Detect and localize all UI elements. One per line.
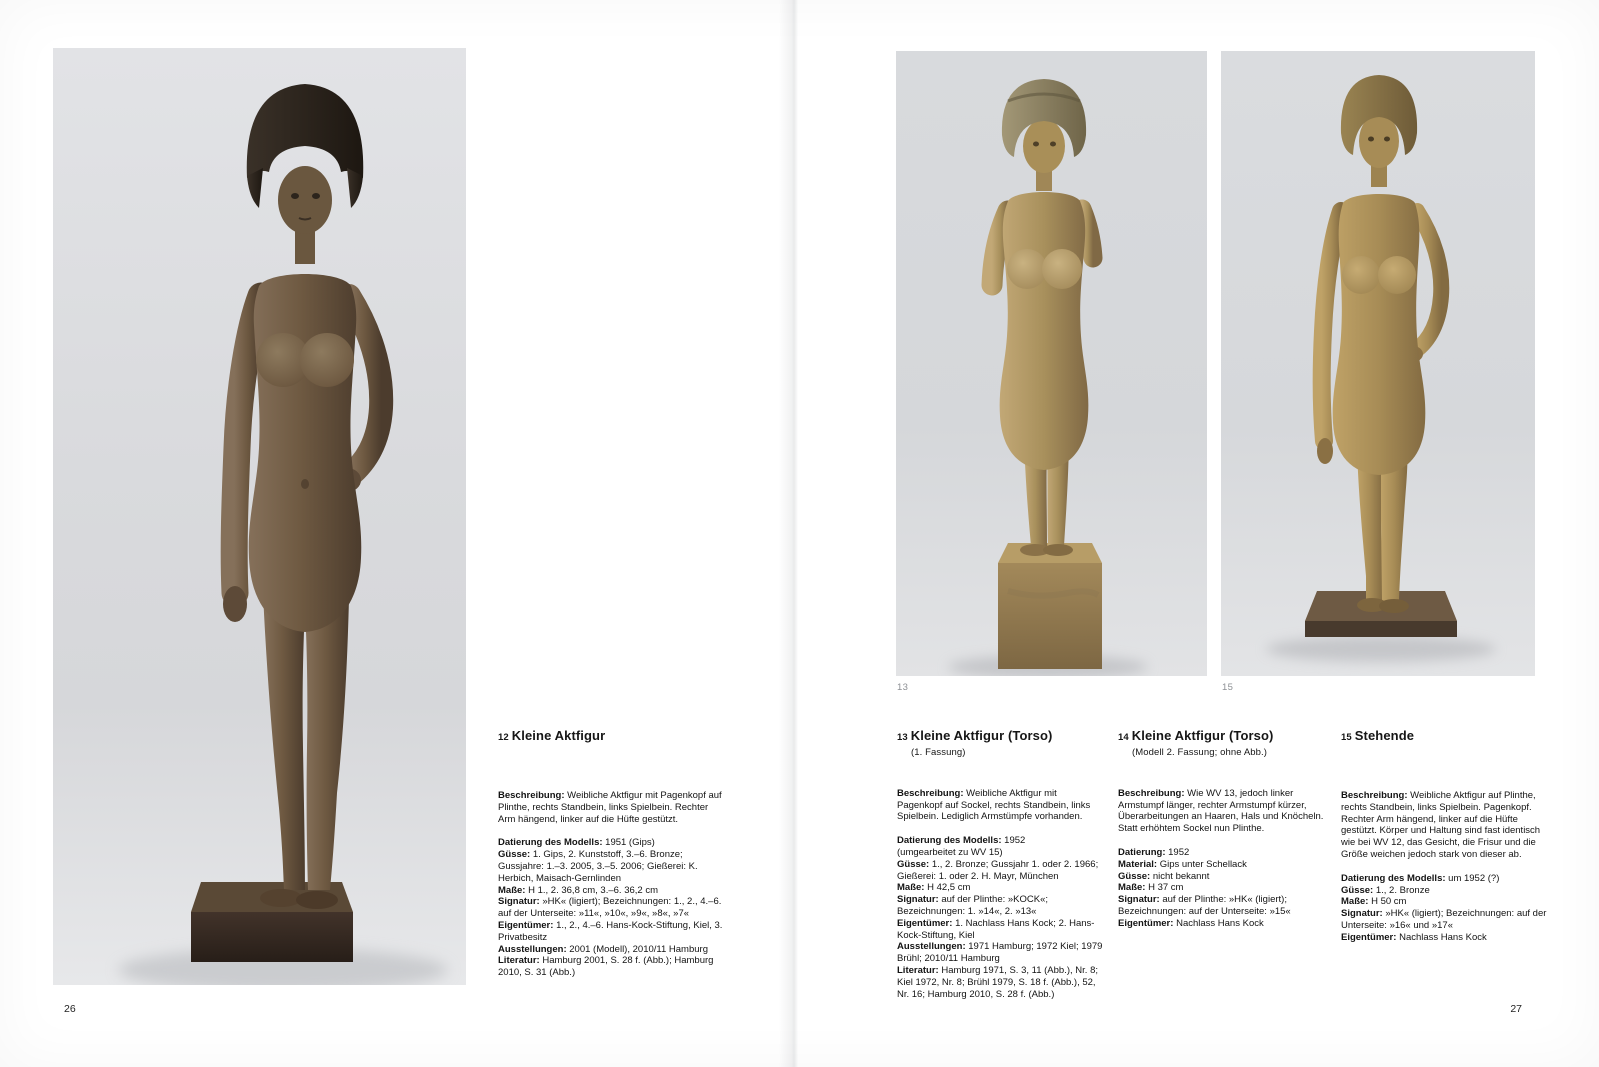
catalog-field: Datierung des Modells: 1952 (umgearbeitet zu WV 15) — [897, 835, 1026, 858]
entry-fields — [897, 835, 1103, 1000]
entry-fields — [498, 837, 726, 979]
catalog-field: Literatur: Hamburg 1971, S. 3, 11 (Abb.), Nr. 8; Kiel 1972, Nr. 8; Brühl 1979, S. 18 f. (Abb.), 52, Nr. 16; Hamburg 2010, S. 28 f. (Abb.) — [897, 964, 1098, 1000]
entry-subtitle: (1. Fassung) — [911, 747, 966, 758]
entry-number: 12 — [498, 732, 509, 743]
page-number-left: 26 — [64, 1003, 76, 1015]
entry-title-text: Stehende — [1354, 728, 1415, 743]
photo-wv12 — [53, 48, 466, 985]
entry-fields — [1118, 847, 1324, 930]
entry-description: Beschreibung: Weibliche Aktfigur mit Pagenkopf auf Plinthe, rechts Standbein, links Spielbein. Rechter Arm hängend, linker auf die Hüfte gestützt. — [498, 790, 722, 825]
catalog-field: Güsse: 1., 2. Bronze; Gussjahr 1. oder 2. 1966; Gießerei: 1. oder 2. H. Mayr, München — [897, 858, 1099, 882]
entry-title-text: Kleine Aktfigur — [511, 728, 606, 743]
catalog-entry-15 — [1341, 728, 1547, 944]
catalog-field: Eigentümer: 1., 2., 4.–6. Hans-Kock-Stiftung, Kiel, 3. Privatbesitz — [498, 919, 723, 943]
catalog-field: Eigentümer: 1. Nachlass Hans Kock; 2. Hans-Kock-Stiftung, Kiel — [897, 917, 1095, 941]
catalog-field: Maße: H 50 cm — [1341, 896, 1407, 908]
catalog-field: Ausstellungen: 1971 Hamburg; 1972 Kiel; 1979 Brühl; 2010/11 Hamburg — [897, 941, 1103, 965]
entry-title — [498, 728, 726, 745]
catalog-field: Maße: H 37 cm — [1118, 882, 1184, 894]
catalog-field: Datierung des Modells: um 1952 (?) — [1341, 872, 1500, 884]
catalog-field: Güsse: 1., 2. Bronze — [1341, 884, 1430, 896]
entry-description: Beschreibung: Weibliche Aktfigur mit Pagenkopf auf Sockel, rechts Standbein, links Spielbein. Lediglich Armstümpfe vorhanden. — [897, 787, 1091, 823]
sculpture-13-illustration — [896, 51, 1207, 676]
catalog-field: Signatur: auf der Plinthe: »KOCK«; Bezeichnungen: 1. »14«, 2. »13« — [897, 894, 1049, 917]
catalog-field: Material: Gips unter Schellack — [1118, 858, 1247, 870]
catalog-field: Güsse: 1. Gips, 2. Kunststoff, 3.–6. Bronze; Gussjahre: 1.–3. 2005, 3.–5. 2006; Gießerei: K. Herbich, Maisach-Gernlinden — [498, 849, 698, 884]
catalog-field: Signatur: auf der Plinthe: »HK« (ligiert); Bezeichnungen: auf der Unterseite: »15« — [1118, 894, 1291, 917]
catalog-field: Maße: H 42,5 cm — [897, 882, 971, 894]
catalog-field: Eigentümer: Nachlass Hans Kock — [1118, 917, 1264, 929]
entry-title — [897, 728, 1103, 759]
photo-caption-13: 13 — [897, 682, 909, 693]
entry-number: 15 — [1341, 732, 1352, 743]
photo-wv15 — [1221, 51, 1535, 676]
catalog-field: Signatur: »HK« (ligiert); Bezeichnungen: 1., 2., 4.–6. auf der Unterseite: »11«, »10«, »9«, »8«, »7« — [498, 896, 722, 920]
sculpture-15-illustration — [1221, 51, 1535, 676]
catalog-field: Güsse: nicht bekannt — [1118, 870, 1210, 882]
sculpture-12-illustration — [53, 48, 466, 985]
photo-wv13 — [896, 51, 1207, 676]
catalog-field: Datierung des Modells: 1951 (Gips) — [498, 837, 655, 849]
catalog-field: Signatur: »HK« (ligiert); Bezeichnungen: auf der Unterseite: »16« und »17« — [1341, 908, 1547, 931]
entry-number: 13 — [897, 732, 908, 743]
entry-title-text: Kleine Aktfigur (Torso) — [910, 728, 1053, 743]
photo-caption-15: 15 — [1222, 682, 1234, 693]
catalog-field: Datierung: 1952 — [1118, 846, 1190, 858]
entry-description: Beschreibung: Weibliche Aktfigur auf Plinthe, rechts Standbein, links Spielbein. Pagenkopf. Rechter Arm hängend, linker auf die Hüfte gestützt. Körper und Haltung sind fast identisch wie bei WV 12, das Gesicht, die Frisur und die Größe weichen jedoch stark von dieser ab. — [1341, 790, 1541, 860]
catalog-field: Literatur: Hamburg 2001, S. 28 f. (Abb.); Hamburg 2010, S. 31 (Abb.) — [498, 955, 714, 979]
catalog-entry-14 — [1118, 728, 1324, 930]
catalog-field: Maße: H 1., 2. 36,8 cm, 3.–6. 36,2 cm — [498, 884, 658, 896]
catalog-field: Ausstellungen: 2001 (Modell), 2010/11 Hamburg — [498, 943, 708, 955]
entry-title-text: Kleine Aktfigur (Torso) — [1131, 728, 1274, 743]
entry-title — [1118, 728, 1324, 759]
entry-description: Beschreibung: Wie WV 13, jedoch linker Armstumpf länger, rechter Armstumpf kürzer, Überarbeitungen an Haaren, Hals und Knöcheln. Statt erhöhtem Sockel nun Plinthe. — [1118, 787, 1324, 835]
catalog-entry-12 — [498, 728, 726, 979]
catalog-field: Eigentümer: Nachlass Hans Kock — [1341, 931, 1487, 943]
entry-fields — [1341, 873, 1547, 944]
entry-number: 14 — [1118, 732, 1129, 743]
catalog-entry-13 — [897, 728, 1103, 1000]
entry-title — [1341, 728, 1547, 745]
spread-fold-divider — [779, 0, 809, 1067]
page-number-right: 27 — [1510, 1003, 1522, 1015]
entry-subtitle: (Modell 2. Fassung; ohne Abb.) — [1132, 747, 1268, 758]
